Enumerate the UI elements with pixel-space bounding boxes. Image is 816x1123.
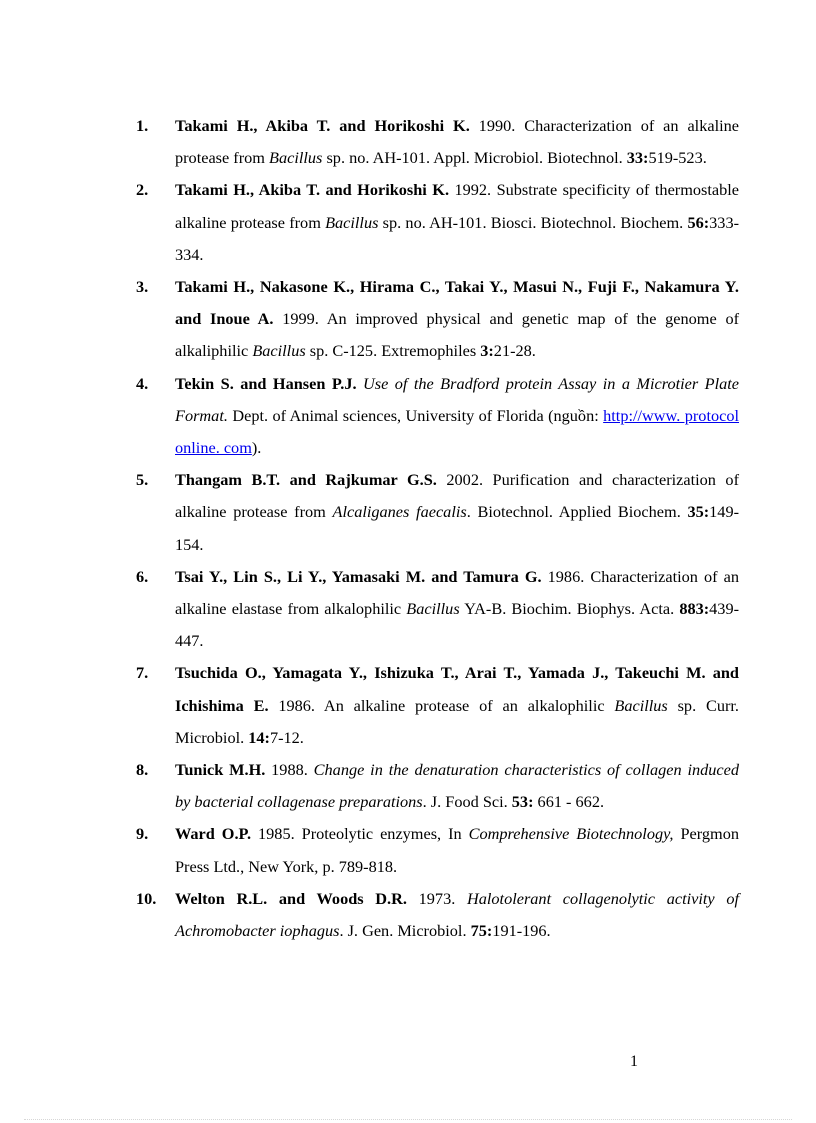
reference-source: sp. no. AH-101. Appl. Microbiol. Biotechnol. xyxy=(322,148,627,168)
reference-volume: 883: xyxy=(679,599,710,619)
reference-authors: Thangam B.T. and Rajkumar G.S. xyxy=(175,470,437,490)
reference-title: Purification and characterization of alkaline protease from xyxy=(175,470,739,522)
reference-year: 1992. xyxy=(449,180,492,200)
reference-title: An alkaline protease of an alkalophilic xyxy=(315,695,615,715)
reference-italic: Bacillus xyxy=(269,148,323,168)
reference-source: Dept. of Animal sciences, University of Florida (nguồn: xyxy=(227,405,604,425)
reference-authors: Takami H., Nakasone K., Hirama C., Takai Y., Masui N., Fuji F., Nakamura Y. and Inoue A. xyxy=(175,277,739,329)
reference-authors: Tunick M.H. xyxy=(175,760,266,780)
reference-source: YA-B. Biochim. Biophys. Acta. xyxy=(459,599,680,619)
reference-source: . Biotechnol. Applied Biochem. xyxy=(466,502,688,522)
reference-item xyxy=(136,174,739,271)
reference-item xyxy=(136,110,739,174)
reference-source: . J. Food Sci. xyxy=(422,792,512,812)
reference-italic: Bacillus xyxy=(614,695,668,715)
reference-italic: Halotolerant collagenolytic activity of Achromobacter iophagus xyxy=(175,888,739,941)
reference-number: 1. xyxy=(136,116,149,135)
reference-pages: 149-154. xyxy=(175,502,739,554)
reference-item xyxy=(136,368,739,465)
reference-pages: 21-28. xyxy=(493,341,536,361)
reference-authors: Takami H., Akiba T. and Horikoshi K. xyxy=(175,180,450,200)
reference-tail: ). xyxy=(251,438,262,458)
reference-year: 1986. xyxy=(541,566,585,586)
reference-number: 5. xyxy=(136,470,149,490)
reference-pages: 191-196. xyxy=(492,921,551,941)
reference-number: 3. xyxy=(136,277,149,297)
reference-item xyxy=(136,883,739,947)
reference-source: . J. Gen. Microbiol. xyxy=(339,921,471,941)
reference-item xyxy=(136,561,739,658)
reference-authors: Welton R.L. and Woods D.R. xyxy=(175,888,407,908)
reference-number: 8. xyxy=(136,760,149,780)
reference-item xyxy=(136,657,739,754)
reference-year: 1985. xyxy=(251,824,295,844)
reference-source: Pergmon Press Ltd., New York, p. 789-818. xyxy=(175,824,739,876)
reference-italic: Comprehensive Biotechnology, xyxy=(468,824,674,844)
reference-title: Characterization of an alkaline protease from xyxy=(175,116,739,168)
reference-authors: Tsai Y., Lin S., Li Y., Yamasaki M. and Tamura G. xyxy=(175,566,542,586)
reference-number: 9. xyxy=(136,824,149,844)
reference-italic: Bacillus xyxy=(252,341,306,361)
reference-item xyxy=(136,754,739,818)
reference-number: 4. xyxy=(136,373,149,393)
reference-source: sp. C-125. Extremophiles xyxy=(305,341,481,361)
page-number: 1 xyxy=(630,1053,638,1070)
page-bottom-divider xyxy=(24,1119,792,1120)
reference-italic: Bacillus xyxy=(325,212,379,232)
reference-volume: 35: xyxy=(687,502,710,522)
reference-authors: Ward O.P. xyxy=(175,824,252,844)
reference-italic: Change in the denaturation characteristics of collagen induced by bacterial collagenase preparations xyxy=(175,760,740,812)
reference-title: Substrate specificity of thermostable alkaline protease from xyxy=(175,180,740,232)
reference-title xyxy=(455,889,467,908)
reference-year: 1999. xyxy=(273,309,319,329)
reference-item xyxy=(136,818,739,882)
reference-volume: 14: xyxy=(248,727,270,747)
reference-year: 1990. xyxy=(469,116,516,135)
reference-volume: 75: xyxy=(470,921,493,941)
reference-number: 6. xyxy=(136,566,149,586)
reference-pages: 7-12. xyxy=(269,727,304,747)
reference-number: 10. xyxy=(136,888,157,908)
reference-year: 2002. xyxy=(436,470,484,490)
reference-pages: 519-523. xyxy=(648,148,707,168)
reference-source: sp. no. AH-101. Biosci. Biotechnol. Biochem. xyxy=(378,212,688,232)
reference-volume: 3: xyxy=(480,341,494,361)
reference-number: 2. xyxy=(136,180,149,200)
reference-item xyxy=(136,464,739,561)
reference-year: 1973. xyxy=(406,888,456,908)
reference-authors: Takami H., Akiba T. and Horikoshi K. xyxy=(175,116,470,135)
reference-year: 1986. xyxy=(268,695,315,715)
reference-source: sp. Curr. Microbiol. xyxy=(175,695,739,747)
reference-authors: Tsuchida O., Yamagata Y., Ishizuka T., Arai T., Yamada J., Takeuchi M. and Ichishima E. xyxy=(175,663,739,715)
reference-italic: Alcaliganes faecalis xyxy=(332,502,467,522)
reference-volume: 53: xyxy=(511,792,534,812)
reference-italic: Use of the Bradford protein Assay in a Microtier Plate Format. xyxy=(175,373,739,425)
reference-year: 1988. xyxy=(265,760,308,780)
reference-pages: 333-334. xyxy=(175,212,739,264)
reference-volume: 56: xyxy=(687,212,710,232)
reference-link[interactable]: http://www. protocol online. com xyxy=(175,405,739,458)
reference-pages: 661 - 662. xyxy=(533,792,605,812)
reference-list xyxy=(136,110,739,947)
reference-title: Characterization of an alkaline elastase from alkalophilic xyxy=(175,566,740,619)
reference-italic: Bacillus xyxy=(406,599,460,619)
reference-authors: Tekin S. and Hansen P.J. xyxy=(175,373,357,393)
reference-item xyxy=(136,271,739,368)
reference-title: An improved physical and genetic map of the genome of alkaliphilic xyxy=(175,309,740,361)
reference-title: Proteolytic enzymes, In xyxy=(294,824,469,844)
reference-volume: 33: xyxy=(626,148,649,168)
reference-number: 7. xyxy=(136,663,149,683)
reference-pages: 439-447. xyxy=(175,599,739,651)
